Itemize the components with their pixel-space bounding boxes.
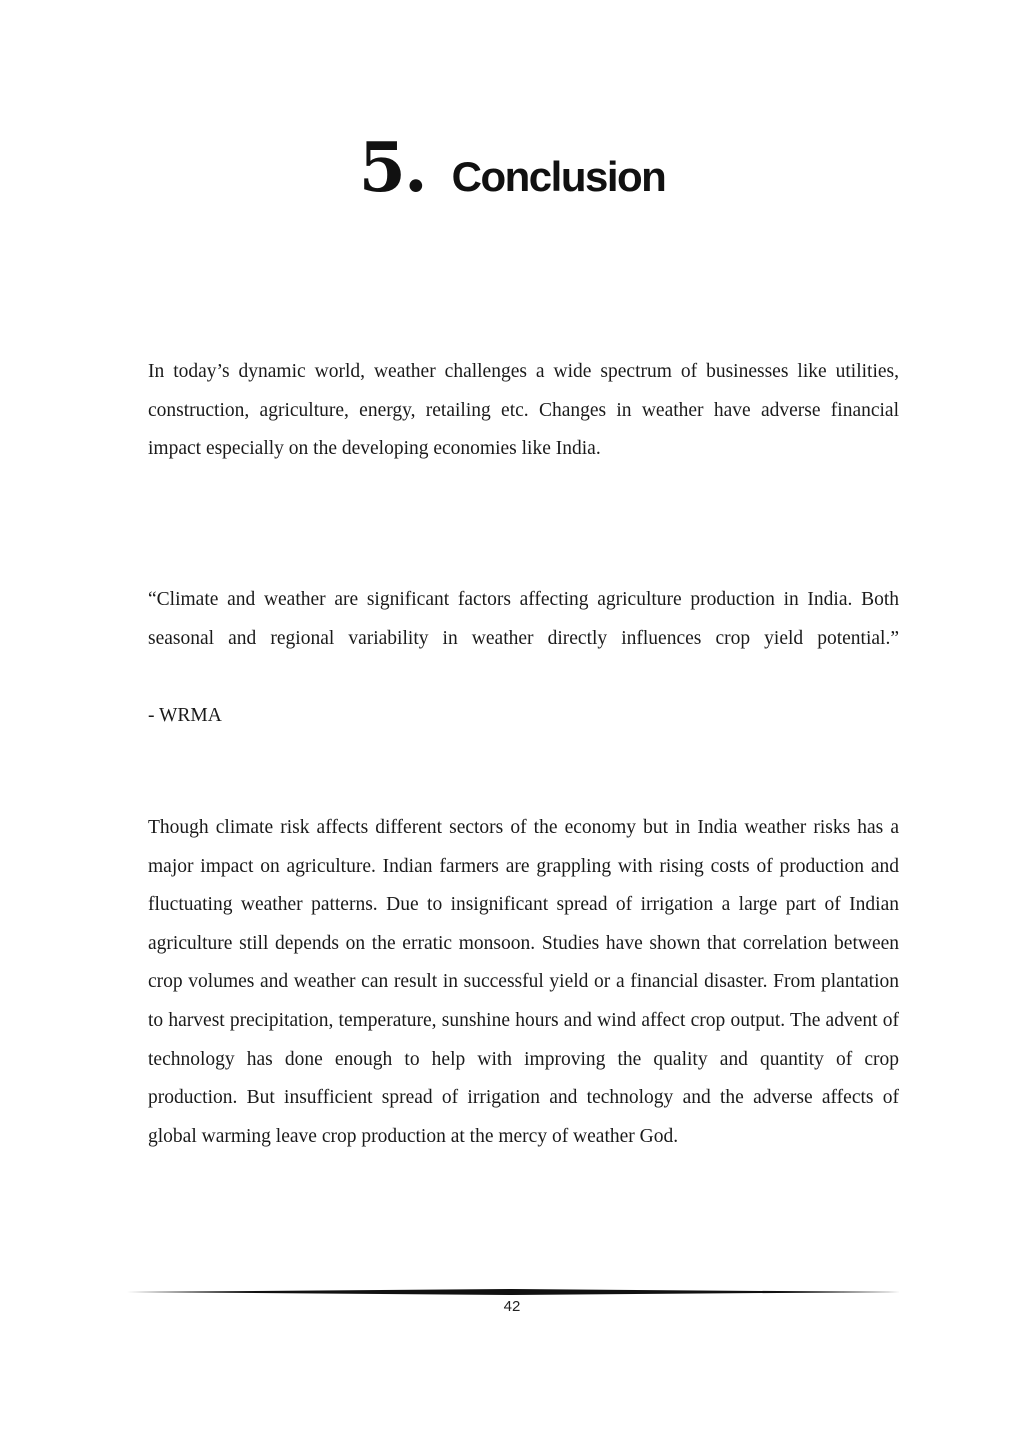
chapter-title: Conclusion bbox=[451, 153, 666, 200]
quote-paragraph: “Climate and weather are significant factors affecting agriculture production in India. Both seasonal and regional variability in weather directly influences crop yield potential.” bbox=[148, 589, 899, 649]
chapter-number: 5. bbox=[358, 128, 426, 208]
body-paragraph: Though climate risk affects different sectors of the economy but in India weather risks has a major impact on agriculture. Indian farmers are grappling with rising costs of production and fluctuating weather patterns. Due to insignificant spread of irrigation a large part of Indian agriculture still depends on the erratic monsoon. Studies have shown that correlation between crop volumes and weather can result in successful yield or a financial disaster. From plantation to harvest precipitation, temperature, sunshine hours and wind affect crop output. The advent of technology has done enough to help with improving the quality and quantity of crop production. But insufficient spread of irrigation and technology and the adverse affects of global warming leave crop production at the mercy of weather God. bbox=[148, 817, 899, 1147]
chapter-heading bbox=[0, 128, 1024, 208]
footer-rule bbox=[124, 1289, 900, 1295]
quote-attribution: - WRMA bbox=[148, 705, 222, 726]
intro-paragraph: In today’s dynamic world, weather challenges a wide spectrum of businesses like utilities, construction, agriculture, energy, retailing etc. Changes in weather have adverse financial impact especially on the developing economies like India. bbox=[148, 361, 899, 460]
page-number: 42 bbox=[503, 1298, 521, 1315]
